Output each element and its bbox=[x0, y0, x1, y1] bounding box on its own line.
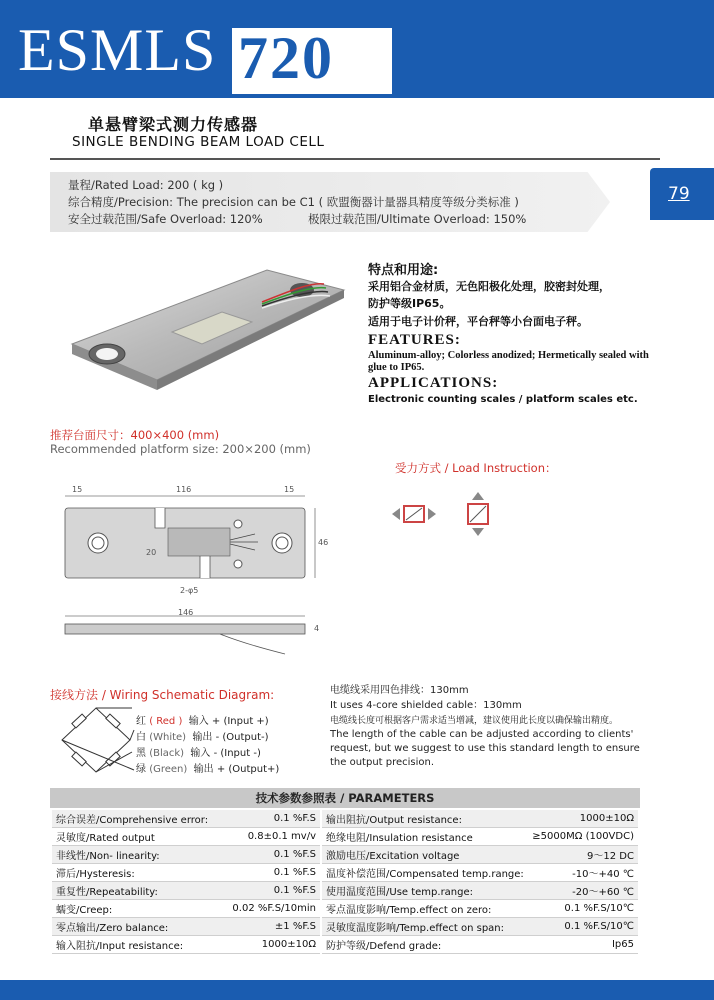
wire-red: 红 ( Red ) 输入 + (Input +) bbox=[136, 716, 269, 727]
dim-146: 146 bbox=[178, 608, 194, 617]
product-photo bbox=[62, 262, 352, 402]
parameter-value: 0.1 %F.S bbox=[222, 810, 320, 828]
parameter-label: 防护等级/Defend grade: bbox=[322, 936, 528, 954]
wiring-heading: 接线方法 / Wiring Schematic Diagram: bbox=[50, 688, 275, 702]
model-number: 720 bbox=[238, 25, 334, 91]
footer-band bbox=[0, 980, 714, 1000]
dim-116: 116 bbox=[176, 485, 192, 494]
spec-rated-load: 量程/Rated Load: 200 ( kg ) bbox=[68, 178, 224, 192]
parameter-value: Ip65 bbox=[528, 936, 638, 954]
parameter-row bbox=[322, 936, 638, 954]
parameter-label: 灵敏度温度影响/Temp.effect on span: bbox=[322, 918, 528, 936]
parameters-table-left bbox=[52, 810, 320, 954]
parameter-label: 非线性/Non- linearity: bbox=[52, 846, 222, 864]
dim-holes: 2-φ5 bbox=[180, 586, 199, 595]
parameter-value: -20～+60 ℃ bbox=[528, 882, 638, 900]
features-line-3: 适用于电子计价秤，平台秤等小台面电子秤。 bbox=[368, 315, 588, 328]
parameter-label: 绝缘电阻/Insulation resistance bbox=[322, 828, 528, 846]
spec-safe-overload: 安全过载范围/Safe Overload: 120% bbox=[68, 212, 263, 226]
parameter-value: -10～+40 ℃ bbox=[528, 864, 638, 882]
brand-name: ESMLS bbox=[18, 17, 217, 83]
parameter-row bbox=[322, 810, 638, 828]
spec-ultimate-overload: 极限过载范围/Ultimate Overload: 150% bbox=[308, 212, 527, 226]
wire-black: 黑 (Black) 输入 - (Input -) bbox=[136, 748, 261, 759]
parameter-row bbox=[322, 882, 638, 900]
parameter-label: 零点输出/Zero balance: bbox=[52, 918, 222, 936]
parameter-value: 0.1 %F.S bbox=[222, 882, 320, 900]
cable-spec-cn: 电缆线采用四色排线：130mm bbox=[330, 685, 469, 696]
parameter-value: 0.02 %F.S/10min bbox=[222, 900, 320, 918]
parameter-row bbox=[52, 936, 320, 954]
features-heading-cn: 特点和用途: bbox=[368, 263, 439, 278]
parameter-label: 滞后/Hysteresis: bbox=[52, 864, 222, 882]
parameter-value: 1000±10Ω bbox=[528, 810, 638, 828]
features-heading-en: FEATURES: bbox=[368, 332, 461, 348]
parameter-label: 重复性/Repeatability: bbox=[52, 882, 222, 900]
cable-spec-en: It uses 4-core shielded cable：130mm bbox=[330, 700, 522, 711]
parameter-row bbox=[52, 918, 320, 936]
parameter-value: ±1 %F.S bbox=[222, 918, 320, 936]
parameters-title: 技术参数参照表 / PARAMETERS bbox=[50, 788, 640, 808]
parameter-label: 使用温度范围/Use temp.range: bbox=[322, 882, 528, 900]
parameter-value: 1000±10Ω bbox=[222, 936, 320, 954]
load-direction-icon bbox=[390, 490, 500, 540]
parameter-label: 零点温度影响/Temp.effect on zero: bbox=[322, 900, 528, 918]
parameter-row bbox=[322, 846, 638, 864]
page-number: 79 bbox=[668, 184, 690, 204]
parameter-row bbox=[322, 918, 638, 936]
parameter-label: 温度补偿范围/Compensated temp.range: bbox=[322, 864, 528, 882]
parameter-row bbox=[52, 810, 320, 828]
parameter-value: ≥5000MΩ (100VDC) bbox=[528, 828, 638, 846]
dim-15-left: 15 bbox=[72, 485, 83, 494]
parameter-label: 输出阻抗/Output resistance: bbox=[322, 810, 528, 828]
features-text-en: Aluminum-alloy; Colorless anodized; Hermetically sealed with glue to IP65. bbox=[368, 350, 649, 373]
parameter-value: 0.1 %F.S/10℃ bbox=[528, 918, 638, 936]
parameter-row bbox=[322, 828, 638, 846]
features-line-2: 防护等级IP65。 bbox=[368, 297, 451, 310]
wire-white: 白 (White) 输出 - (Output-) bbox=[136, 732, 269, 743]
dim-20: 20 bbox=[146, 548, 157, 557]
parameter-label: 输入阻抗/Input resistance: bbox=[52, 936, 222, 954]
applications-heading: APPLICATIONS: bbox=[368, 375, 499, 391]
parameter-label: 蠕变/Creep: bbox=[52, 900, 222, 918]
parameter-row bbox=[52, 900, 320, 918]
wiring-schematic bbox=[52, 704, 142, 780]
dim-15-right: 15 bbox=[284, 485, 295, 494]
parameter-label: 激励电压/Excitation voltage bbox=[322, 846, 528, 864]
parameters-table-right bbox=[322, 810, 638, 954]
parameter-row bbox=[52, 828, 320, 846]
parameter-value: 0.1 %F.S bbox=[222, 846, 320, 864]
platform-size-cn: 推荐台面尺寸：400×400 (mm) bbox=[50, 428, 220, 442]
parameter-label: 灵敏度/Rated output bbox=[52, 828, 222, 846]
parameter-row bbox=[322, 900, 638, 918]
cable-note-cn: 电缆线长度可根据客户需求适当增减，建议使用此长度以确保输出精度。 bbox=[330, 716, 619, 726]
parameter-label: 综合误差/Comprehensive error: bbox=[52, 810, 222, 828]
parameter-row bbox=[322, 864, 638, 882]
parameter-row bbox=[52, 864, 320, 882]
parameter-value: 0.1 %F.S/10℃ bbox=[528, 900, 638, 918]
dim-4: 4 bbox=[314, 624, 320, 633]
parameter-value: 9～12 DC bbox=[528, 846, 638, 864]
title-english: SINGLE BENDING BEAM LOAD CELL bbox=[72, 134, 325, 150]
load-instruction-label: 受力方式 / Load Instruction： bbox=[395, 461, 557, 475]
dim-46: 46 bbox=[318, 538, 329, 547]
cable-note-en: The length of the cable can be adjusted according to clients' request, but we suggest to use this standard length to ensure the output precision. bbox=[330, 729, 640, 768]
dimension-drawing bbox=[50, 484, 330, 664]
parameter-value: 0.1 %F.S bbox=[222, 864, 320, 882]
divider bbox=[50, 158, 660, 160]
parameter-row bbox=[52, 882, 320, 900]
wire-green: 绿 (Green) 输出 + (Output+) bbox=[136, 764, 280, 775]
features-line-1: 采用铝合金材质，无色阳极化处理，胶密封处理， bbox=[368, 280, 610, 293]
title-chinese: 单悬臂梁式测力传感器 bbox=[88, 115, 259, 134]
parameter-row bbox=[52, 846, 320, 864]
platform-size-en: Recommended platform size: 200×200 (mm) bbox=[50, 442, 311, 456]
parameter-value: 0.8±0.1 mv/v bbox=[222, 828, 320, 846]
applications-text: Electronic counting scales / platform scales etc. bbox=[368, 394, 638, 405]
spec-precision: 综合精度/Precision: The precision can be C1 ( 欧盟衡器计量器具精度等级分类标准 ) bbox=[68, 195, 519, 209]
